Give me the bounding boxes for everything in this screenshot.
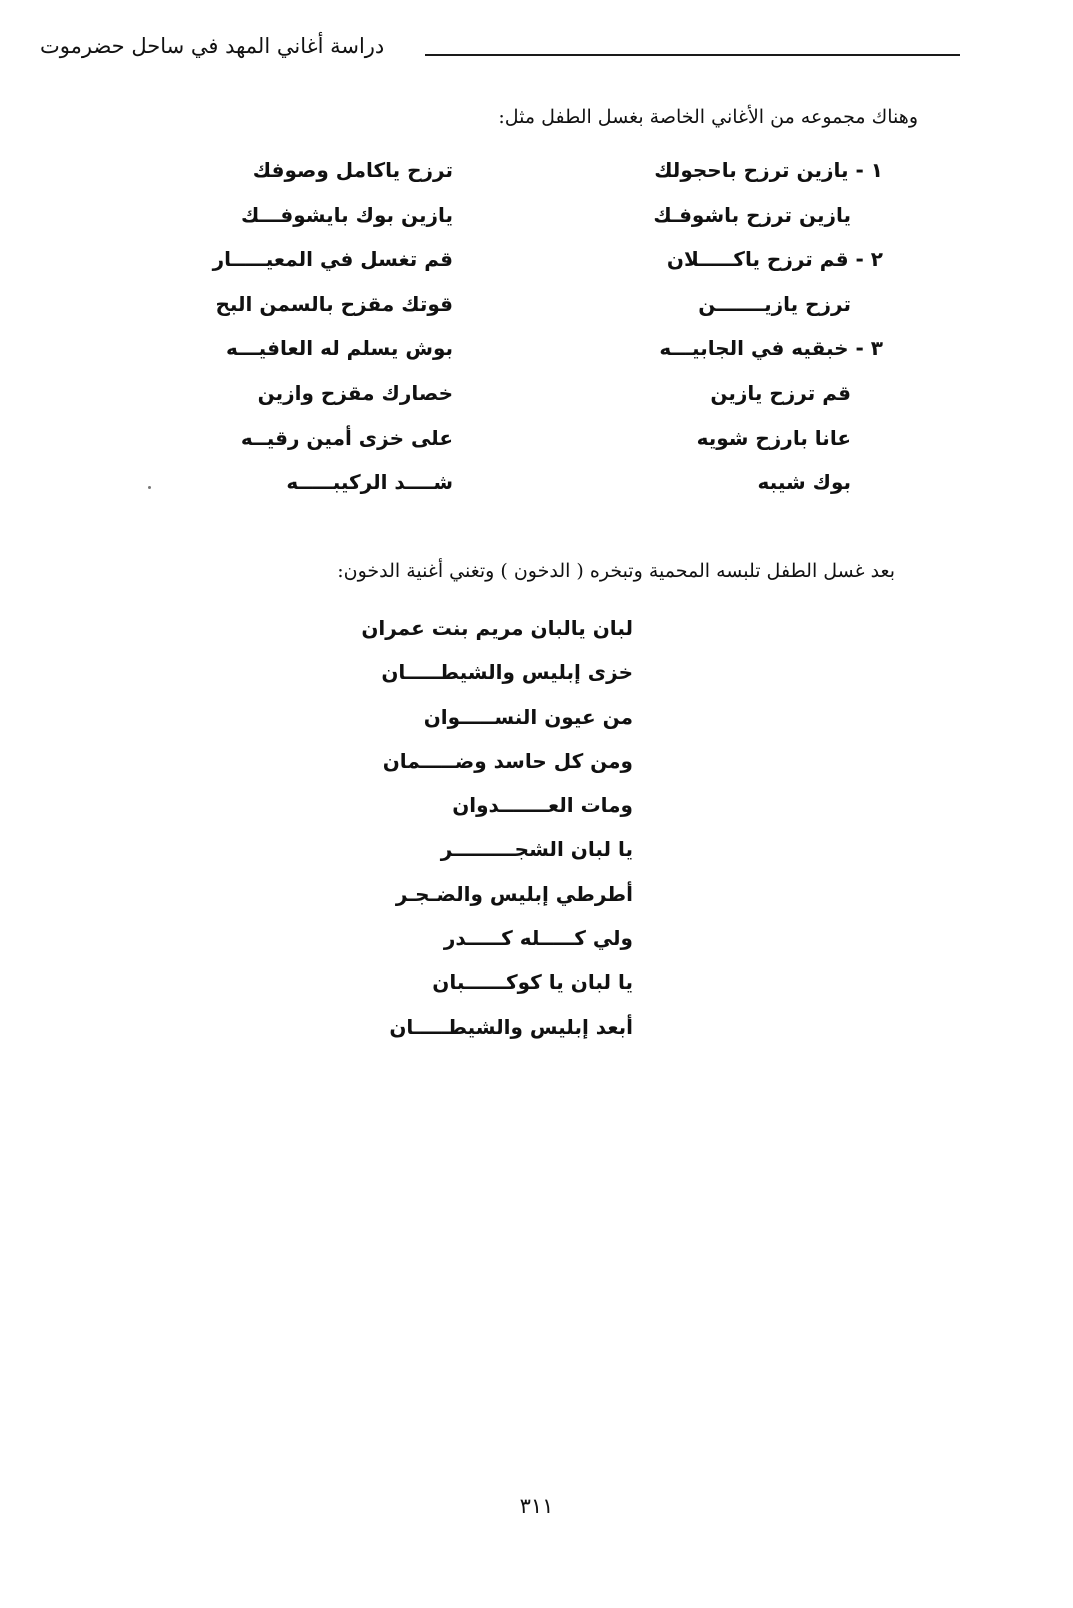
- verse-row: [0, 336, 1073, 381]
- verse-left: على خزى أمين رقيــه: [240, 425, 453, 450]
- verse-left: قم تغسل في المعيـــــار: [212, 247, 453, 272]
- song-line: من عيون النســـــوان: [423, 704, 633, 729]
- song-line: ومن كل حاسد وضـــــمان: [382, 748, 633, 773]
- scan-speck: [148, 486, 151, 489]
- song-line: يا لبان الشجـــــــــر: [440, 837, 633, 862]
- incense-song: [361, 616, 633, 1059]
- running-header: [40, 34, 960, 74]
- verse-left: قوتك مقزح بالسمن البح: [215, 291, 453, 316]
- verse-row: [0, 381, 1073, 426]
- intro-paragraph: وهناك مجموعه من الأغاني الخاصة بغسل الطفل مثل:: [498, 106, 918, 128]
- verse-row: [0, 426, 1073, 471]
- verse-right: يازين ترزح باشوفـك: [653, 202, 851, 227]
- verse-left: يازين بوك بايشوفـــك: [241, 202, 453, 227]
- header-title: دراسة أغاني المهد في ساحل حضرموت: [40, 34, 385, 58]
- verse-row: [0, 203, 1073, 248]
- song-line: يا لبان يا كوكــــــبان: [432, 970, 633, 995]
- verse-left: خصارك مقزح وازين: [257, 380, 453, 405]
- verse-row: [0, 158, 1073, 203]
- verse-row: [0, 470, 1073, 515]
- header-rule: [425, 54, 960, 56]
- verse-right: عانا بارزح شويه: [696, 425, 851, 450]
- song-line: أبعد إبليس والشيطـــــان: [389, 1014, 633, 1039]
- verse-left: شــــد الركيبـــــه: [286, 470, 453, 495]
- song-line: أطرطي إبليس والضـجـر: [395, 881, 633, 906]
- washing-songs-verses: [0, 158, 1073, 515]
- verse-right: ٢ - قم ترزح ياكـــــلان: [666, 247, 883, 272]
- verse-left: ترزح ياكامل وصوفك: [252, 158, 453, 182]
- verse-right: قم ترزح يازين: [710, 380, 851, 405]
- verse-right: ترزح يازيـــــــن: [698, 291, 851, 316]
- verse-row: [0, 292, 1073, 337]
- song-line: ومات العـــــــدوان: [452, 793, 633, 818]
- verse-row: [0, 247, 1073, 292]
- verse-right: بوك شيبه: [757, 470, 851, 495]
- song-line: خزى إبليس والشيطـــــان: [381, 660, 633, 685]
- song-line: لبان يالبان مريم بنت عمران: [361, 616, 633, 640]
- verse-right: ٣ - خبقيه في الجابيـــه: [659, 336, 883, 361]
- incense-intro-paragraph: بعد غسل الطفل تلبسه المحمية وتبخره ( الدخون ) وتغني أغنية الدخون:: [337, 560, 895, 582]
- verse-left: بوش يسلم له العافيـــه: [226, 336, 453, 361]
- song-line: ولي كـــــله كـــــدر: [443, 926, 633, 951]
- page-number: ٣١١: [519, 1494, 554, 1518]
- verse-right: ١ - يازين ترزح باحجولك: [654, 158, 883, 182]
